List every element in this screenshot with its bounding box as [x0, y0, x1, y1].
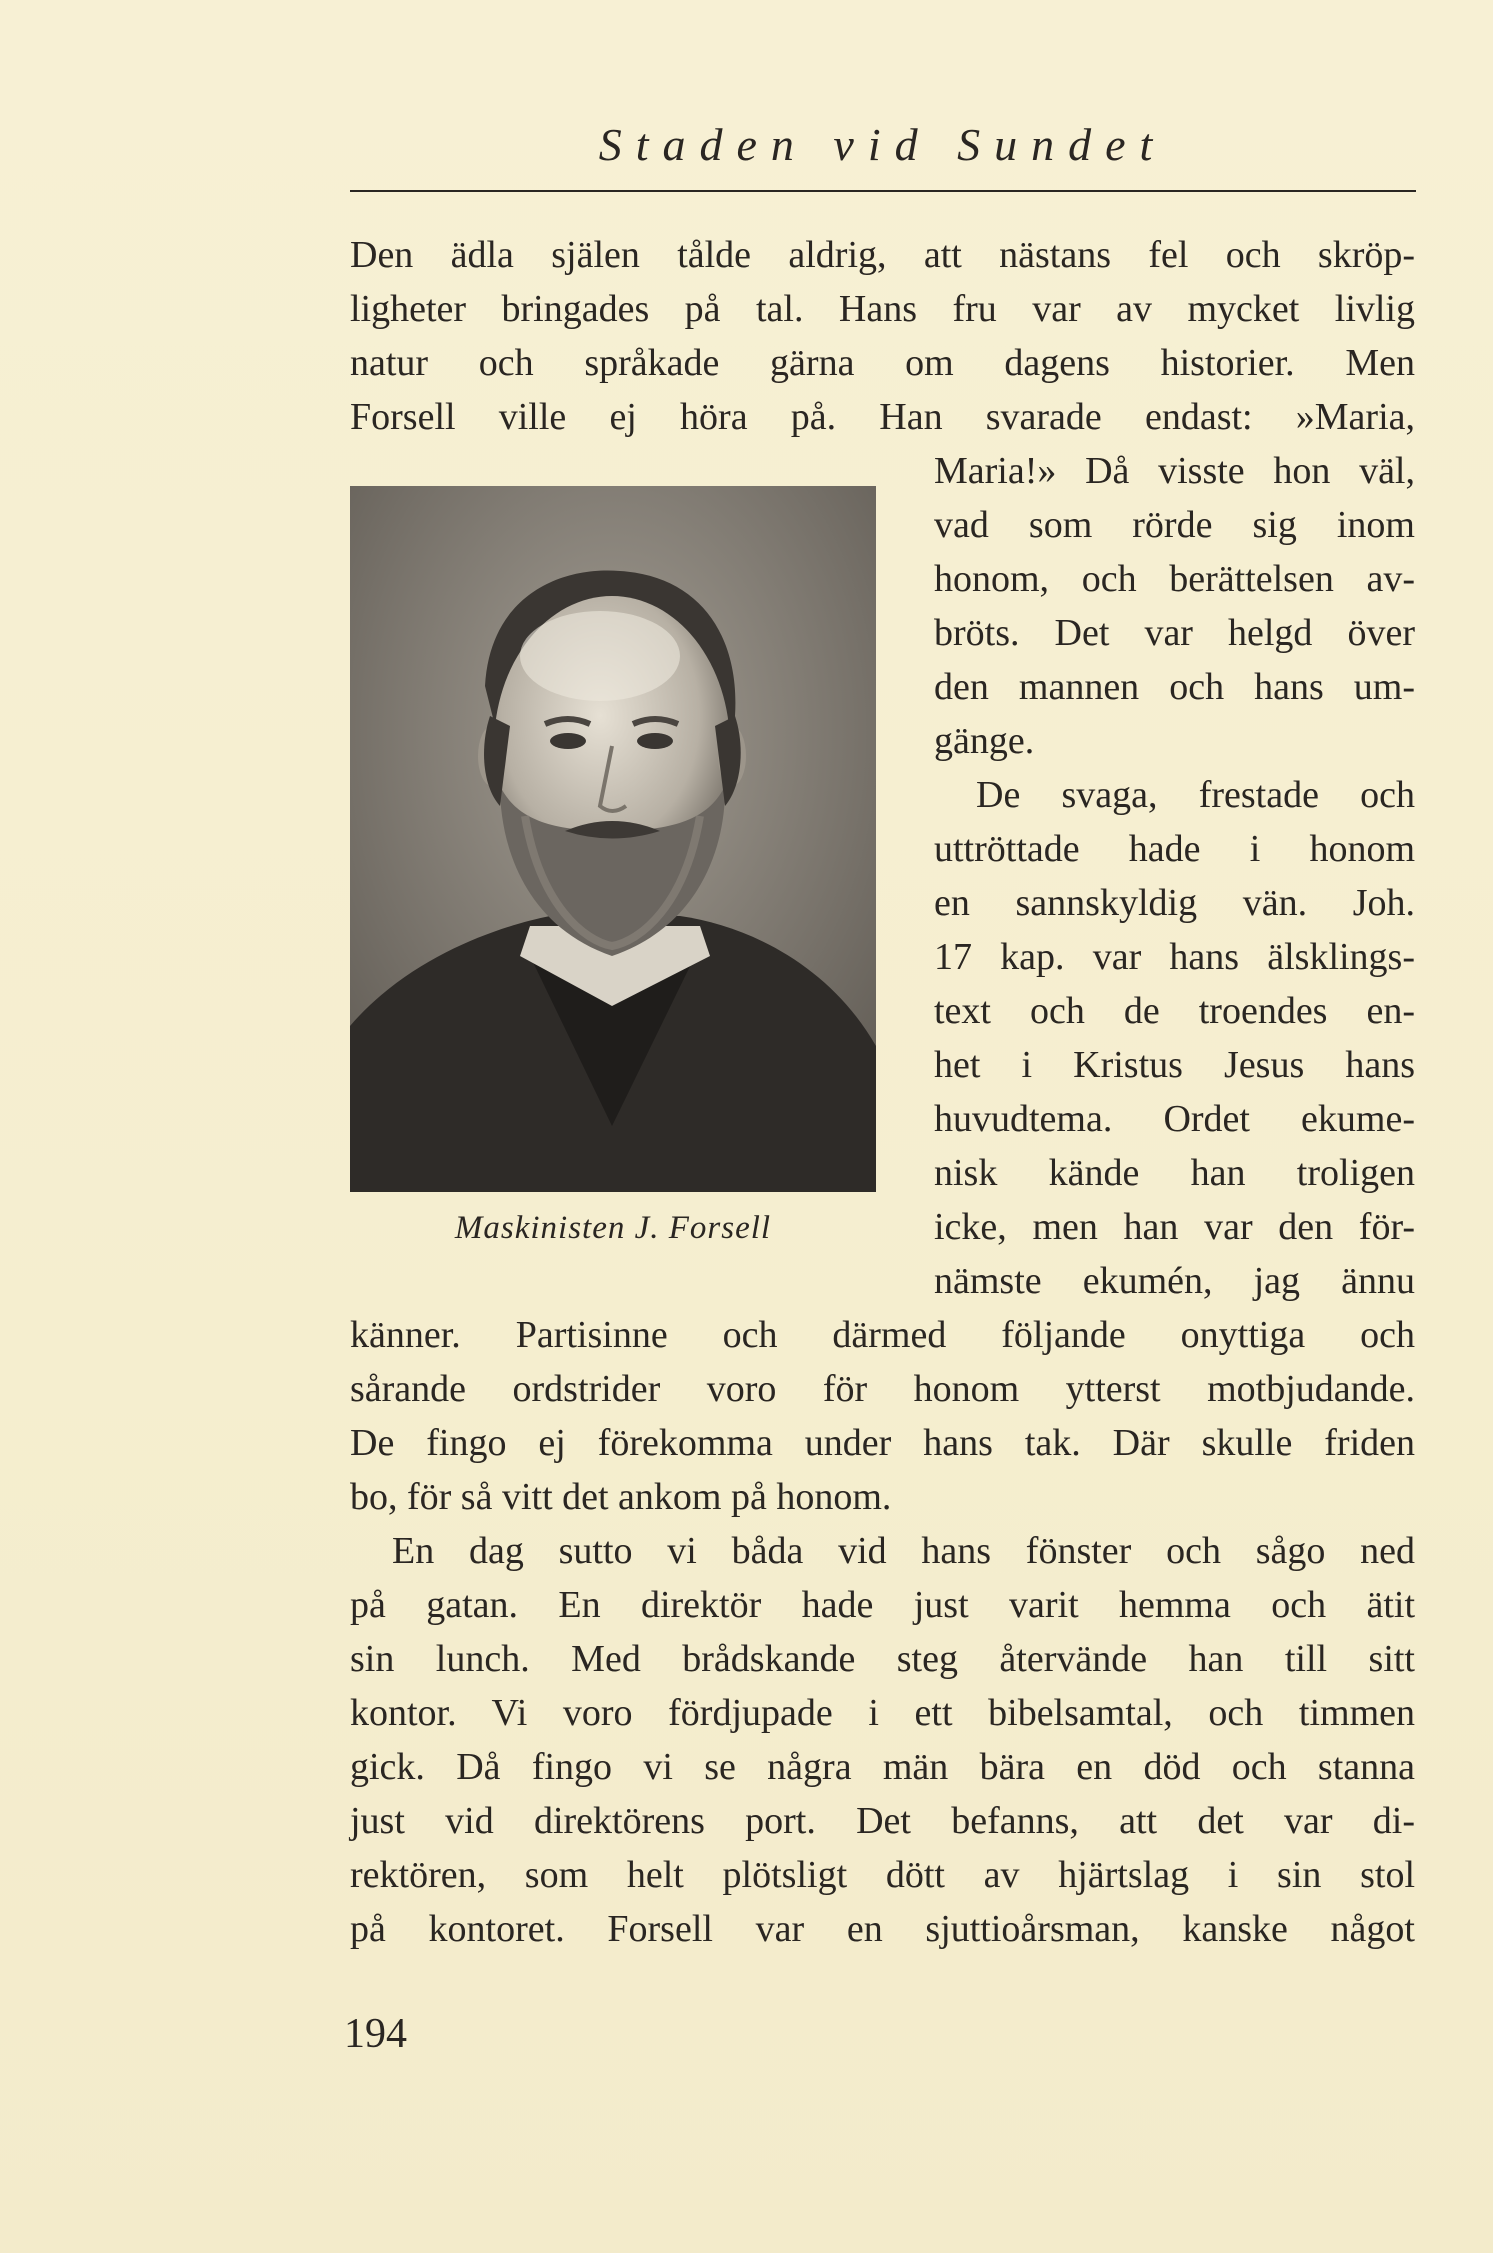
text-line: De svaga, frestade och [976, 774, 1415, 816]
text-line: ligheter bringades på tal. Hans fru var av mycket livlig [350, 288, 1415, 330]
portrait-photo [350, 486, 876, 1192]
text-line: nämste ekumén, jag ännu [934, 1260, 1415, 1302]
text-line: just vid direktörens port. Det befanns, att det var di- [350, 1800, 1415, 1842]
text-line: den mannen och hans um- [934, 666, 1415, 708]
text-line: nisk kände han troligen [934, 1152, 1415, 1194]
text-line: sin lunch. Med brådskande steg återvände han till sitt [350, 1638, 1415, 1680]
figure-caption: Maskinisten J. Forsell [454, 1210, 772, 1246]
text-line: på kontoret. Forsell var en sjuttioårsman, kanske något [350, 1908, 1415, 1950]
page-number: 194 [344, 2011, 407, 2057]
text-line: känner. Partisinne och därmed följande onyttiga och [350, 1314, 1415, 1356]
text-line: text och de troendes en- [934, 990, 1415, 1032]
text-line: kontor. Vi voro fördjupade i ett bibelsamtal, och timmen [350, 1692, 1415, 1734]
text-line: honom, och berättelsen av- [934, 558, 1415, 600]
text-line: uttröttade hade i honom [934, 828, 1415, 870]
text-line: vad som rörde sig inom [934, 504, 1415, 546]
text-line: En dag sutto vi båda vid hans fönster och sågo ned [392, 1530, 1415, 1572]
portrait-illustration [350, 486, 876, 1192]
text-line: gänge. [934, 720, 1035, 762]
text-line: Den ädla själen tålde aldrig, att nästans fel och skröp- [350, 234, 1415, 276]
text-line: 17 kap. var hans älsklings- [934, 936, 1415, 978]
text-line: natur och språkade gärna om dagens historier. Men [350, 342, 1415, 384]
text-line: rektören, som helt plötsligt dött av hjärtslag i sin stol [350, 1854, 1415, 1896]
text-line: bröts. Det var helgd över [934, 612, 1415, 654]
text-line: bo, för så vitt det ankom på honom. [350, 1476, 892, 1518]
text-line: en sannskyldig vän. Joh. [934, 882, 1415, 924]
text-line: De fingo ej förekomma under hans tak. Där skulle friden [350, 1422, 1415, 1464]
running-header: Staden vid Sundet [598, 119, 1167, 170]
text-line: Maria!» Då visste hon väl, [934, 450, 1415, 492]
text-line: på gatan. En direktör hade just varit hemma och ätit [350, 1584, 1415, 1626]
text-line: sårande ordstrider voro för honom ytterst motbjudande. [350, 1368, 1415, 1410]
text-line: Forsell ville ej höra på. Han svarade endast: »Maria, [350, 396, 1415, 438]
text-line: het i Kristus Jesus hans [934, 1044, 1415, 1086]
text-line: icke, men han var den för- [934, 1206, 1415, 1248]
header-rule [350, 190, 1416, 192]
text-line: huvudtema. Ordet ekume- [934, 1098, 1415, 1140]
text-line: gick. Då fingo vi se några män bära en död och stanna [350, 1746, 1415, 1788]
